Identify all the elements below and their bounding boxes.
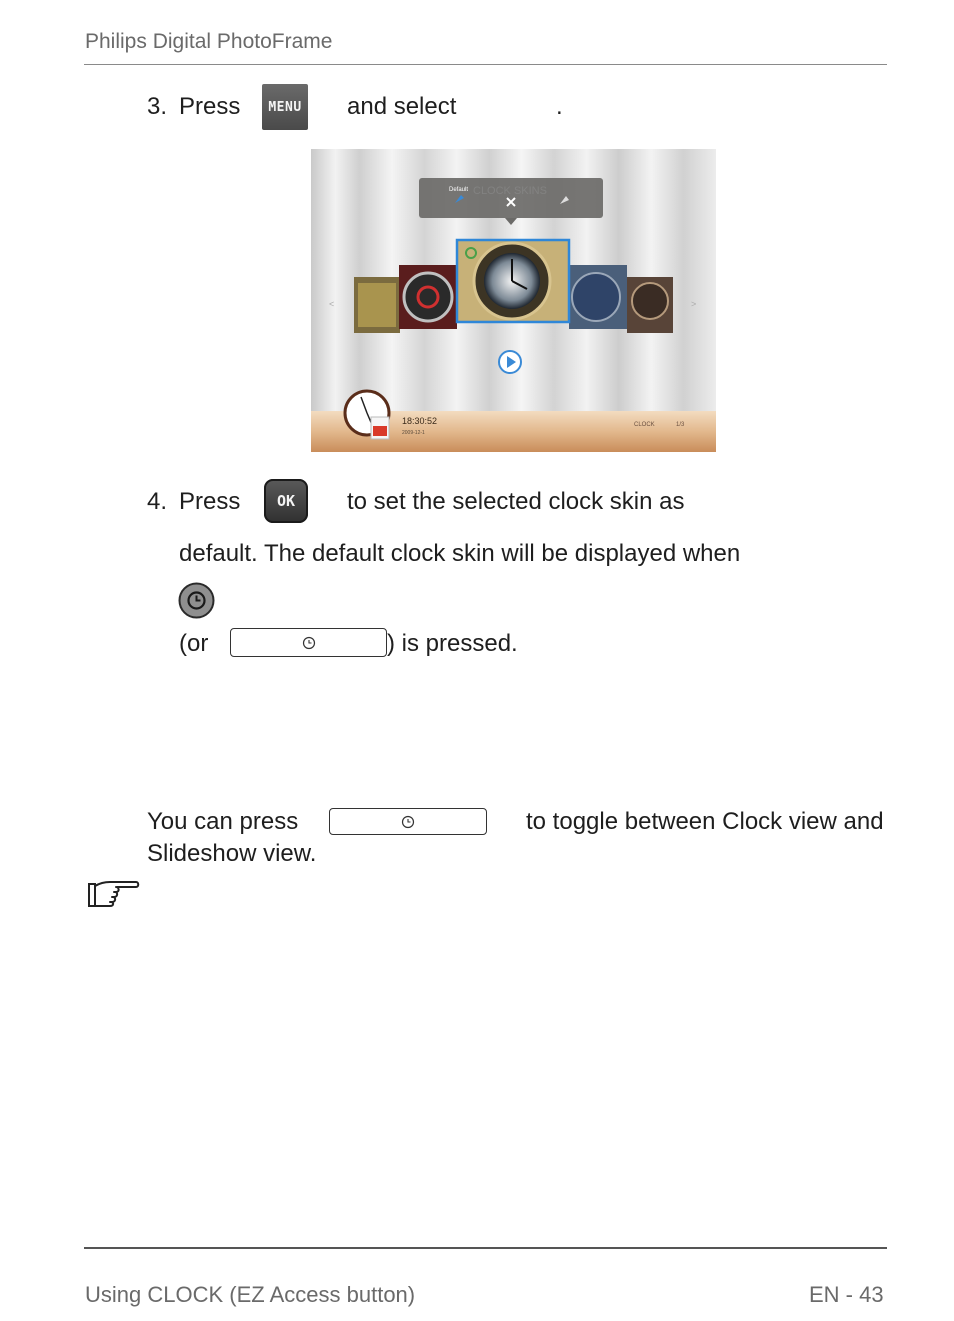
clock-icon [401, 815, 415, 829]
header-title: Philips Digital PhotoFrame [85, 30, 333, 53]
note-text-b: to toggle between Clock view and [526, 808, 884, 835]
note-text-a: You can press [147, 808, 299, 835]
clock-button-icon [178, 582, 215, 619]
step4-number: 4. [147, 488, 168, 515]
screen-date: 2009-12-1 [402, 430, 425, 436]
note-clock-key [329, 808, 487, 835]
step3-and-select: and select [347, 93, 457, 120]
step4-line1: to set the selected clock skin as [347, 488, 685, 515]
footer-rule [84, 1247, 887, 1249]
clock-skins-screenshot [311, 149, 716, 452]
ok-button-icon: OK [264, 479, 308, 523]
nav-left: < [329, 299, 335, 309]
footer-page-number: EN - 43 [809, 1282, 884, 1307]
menu-default-label: Default [449, 187, 469, 193]
screen-mode: CLOCK [634, 422, 655, 428]
footer-section: Using CLOCK (EZ Access button) [85, 1282, 416, 1307]
step3-number: 3. [147, 93, 168, 120]
remote-clock-key [230, 628, 387, 657]
step4-or-open: (or [179, 630, 209, 657]
step4-press: Press [179, 488, 241, 515]
menu-title: CLOCK SKINS [473, 185, 547, 197]
screen-page: 1/3 [676, 422, 685, 428]
header-rule [84, 64, 887, 65]
step3-press: Press [179, 93, 241, 120]
step4-line2: default. The default clock skin will be displayed when [179, 540, 741, 567]
clock-icon [302, 636, 316, 650]
nav-right: > [691, 299, 697, 309]
pointing-hand-icon [86, 878, 140, 912]
screen-time: 18:30:52 [402, 416, 438, 426]
menu-button-icon: MENU [262, 84, 308, 130]
step4-or-close: ) is pressed. [387, 630, 518, 657]
note-text-c: Slideshow view. [147, 840, 317, 867]
step3-period: . [556, 93, 563, 120]
